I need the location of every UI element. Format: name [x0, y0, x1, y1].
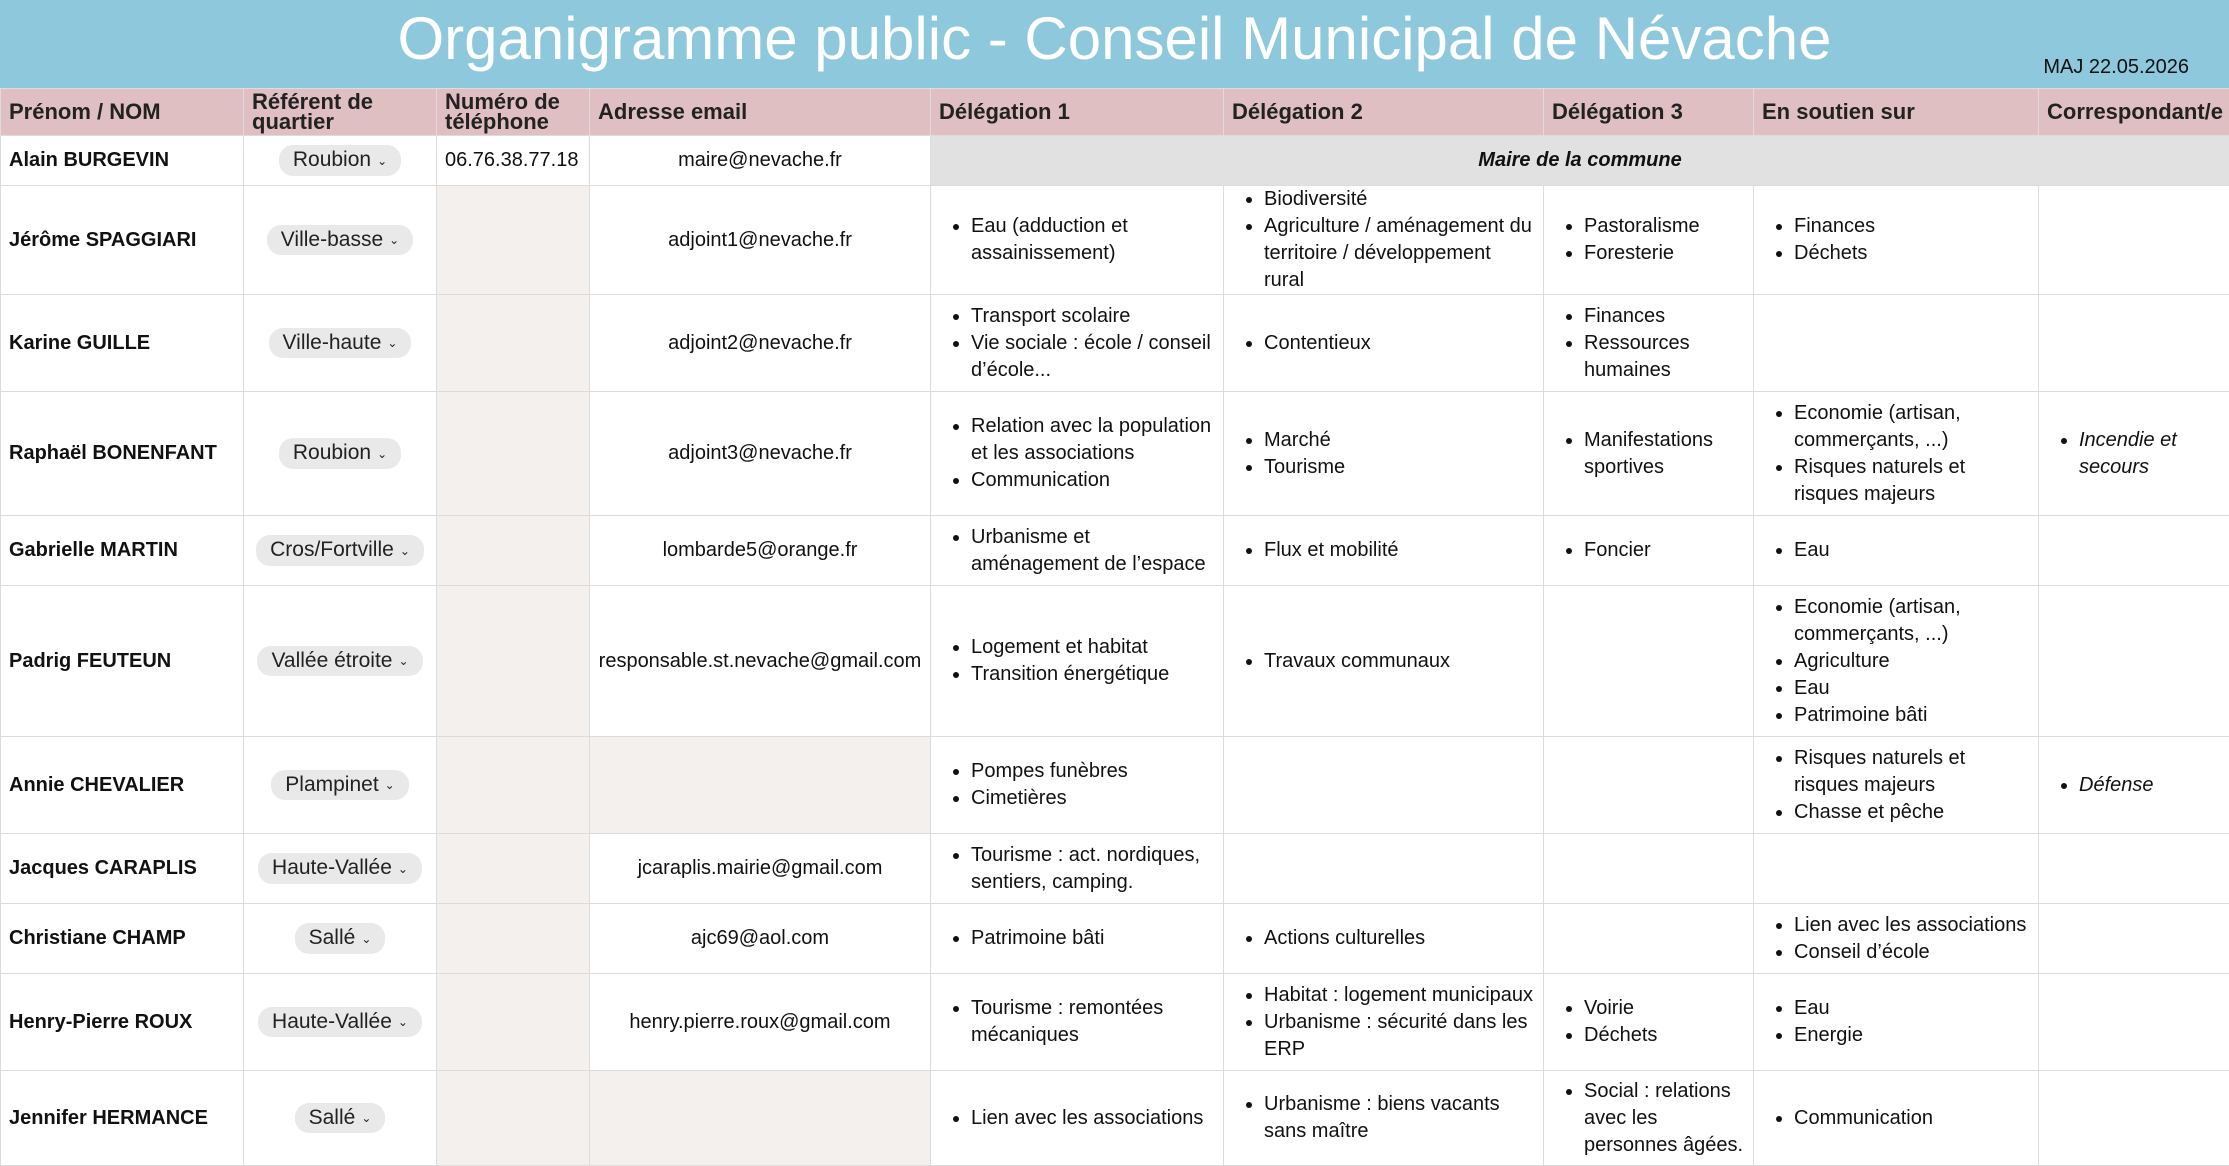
delegation-2-cell-list [1232, 186, 1535, 294]
chevron-down-icon: ⌄ [387, 336, 397, 350]
list-item: • Logement et habitat [971, 634, 1215, 661]
col-header-phone: Numéro de téléphone [437, 89, 590, 136]
referent-cell [244, 392, 437, 516]
quartier-dropdown[interactable] [295, 1103, 386, 1133]
list-item: • Biodiversité [1264, 186, 1535, 213]
list-item: • Risques naturels et risques majeurs [1794, 745, 2030, 799]
support-cell-list [1762, 213, 2030, 267]
phone-cell [437, 974, 590, 1071]
table-row [1, 295, 2229, 392]
delegation-3-cell [1544, 186, 1754, 295]
quartier-dropdown[interactable] [295, 923, 386, 953]
quartier-dropdown[interactable] [269, 328, 412, 358]
delegation-2-cell-list [1232, 537, 1535, 564]
delegation-1-cell-list [939, 413, 1215, 494]
delegation-2-cell [1224, 737, 1544, 834]
delegation-3-cell [1544, 974, 1754, 1071]
list-item: • Voirie [1584, 995, 1745, 1022]
list-item: • Défense [2079, 772, 2221, 799]
list-item: • Eau [1794, 537, 2030, 564]
delegation-1-cell [931, 737, 1224, 834]
col-header-name: Prénom / NOM [1, 89, 244, 136]
council-table [0, 88, 2229, 1166]
email-cell [590, 737, 931, 834]
phone-cell [437, 737, 590, 834]
support-cell [1754, 974, 2039, 1071]
quartier-label: Cros/Fortville [270, 538, 394, 561]
list-item: • Urbanisme : biens vacants sans maître [1264, 1091, 1535, 1145]
referent-cell [244, 586, 437, 737]
delegation-1-cell [931, 516, 1224, 586]
correspondent-cell [2039, 586, 2229, 737]
referent-cell [244, 295, 437, 392]
delegation-3-cell-list [1552, 427, 1745, 481]
delegation-2-cell [1224, 904, 1544, 974]
list-item: • Economie (artisan, commerçants, ...) [1794, 594, 2030, 648]
delegation-3-cell [1544, 392, 1754, 516]
list-item: • Incendie et secours [2079, 427, 2221, 481]
list-item: • Agriculture / aménagement du territoire / développement rural [1264, 213, 1535, 294]
chevron-down-icon: ⌄ [377, 154, 387, 168]
delegation-1-cell [931, 295, 1224, 392]
member-name: Padrig FEUTEUN [1, 586, 244, 737]
correspondent-cell [2039, 516, 2229, 586]
member-name: Karine GUILLE [1, 295, 244, 392]
referent-cell [244, 904, 437, 974]
list-item: • Economie (artisan, commerçants, ...) [1794, 400, 2030, 454]
member-name: Alain BURGEVIN [1, 136, 244, 186]
list-item: • Tourisme [1264, 454, 1535, 481]
correspondent-cell [2039, 1071, 2229, 1166]
referent-cell [244, 737, 437, 834]
list-item: • Lien avec les associations [971, 1105, 1215, 1132]
col-header-delegation-1: Délégation 1 [931, 89, 1224, 136]
list-item: • Lien avec les associations [1794, 912, 2030, 939]
quartier-label: Roubion [293, 441, 371, 464]
phone-cell [437, 295, 590, 392]
quartier-label: Vallée étroite [271, 649, 392, 672]
chevron-down-icon: ⌄ [400, 544, 410, 558]
col-header-referent: Référent de quartier [244, 89, 437, 136]
update-date: MAJ 22.05.2026 [2043, 56, 2189, 79]
delegation-2-cell-list [1232, 427, 1535, 481]
referent-cell [244, 186, 437, 295]
quartier-label: Plampinet [285, 773, 378, 796]
quartier-dropdown[interactable] [258, 1007, 422, 1037]
delegation-1-cell [931, 186, 1224, 295]
delegation-2-cell [1224, 834, 1544, 904]
delegation-2-cell-list [1232, 648, 1535, 675]
list-item: • Finances [1794, 213, 2030, 240]
delegation-1-cell-list [939, 524, 1215, 578]
support-cell [1754, 516, 2039, 586]
list-item: • Finances [1584, 303, 1745, 330]
delegation-3-cell [1544, 737, 1754, 834]
list-item: • Urbanisme : sécurité dans les ERP [1264, 1009, 1535, 1063]
email-cell: ajc69@aol.com [590, 904, 931, 974]
delegation-2-cell-list [1232, 1091, 1535, 1145]
support-cell-list [1762, 1105, 2030, 1132]
list-item: • Relation avec la population et les associations [971, 413, 1215, 467]
quartier-dropdown[interactable] [257, 646, 422, 676]
list-item: • Communication [971, 467, 1215, 494]
phone-cell [437, 834, 590, 904]
chevron-down-icon: ⌄ [361, 932, 371, 946]
list-item: • Contentieux [1264, 330, 1535, 357]
delegation-1-cell-list [939, 995, 1215, 1049]
col-header-delegation-3: Délégation 3 [1544, 89, 1754, 136]
col-header-support: En soutien sur [1754, 89, 2039, 136]
quartier-label: Sallé [309, 1106, 356, 1129]
list-item: • Transition énergétique [971, 661, 1215, 688]
referent-cell [244, 136, 437, 186]
list-item: • Eau [1794, 675, 2030, 702]
delegation-1-cell [931, 1071, 1224, 1166]
list-item: • Déchets [1794, 240, 2030, 267]
delegation-3-cell [1544, 516, 1754, 586]
phone-cell [437, 586, 590, 737]
delegation-1-cell-list [939, 758, 1215, 812]
correspondent-cell [2039, 295, 2229, 392]
list-item: • Pastoralisme [1584, 213, 1745, 240]
list-item: • Manifestations sportives [1584, 427, 1745, 481]
list-item: • Transport scolaire [971, 303, 1215, 330]
chevron-down-icon: ⌄ [361, 1111, 371, 1125]
delegation-3-cell-list [1552, 1078, 1745, 1159]
delegation-2-cell-list [1232, 982, 1535, 1063]
email-cell: adjoint2@nevache.fr [590, 295, 931, 392]
table-row [1, 516, 2229, 586]
phone-cell [437, 392, 590, 516]
list-item: • Foresterie [1584, 240, 1745, 267]
delegation-3-cell-list [1552, 303, 1745, 384]
delegation-2-cell-list [1232, 925, 1535, 952]
member-name: Jennifer HERMANCE [1, 1071, 244, 1166]
delegation-2-cell [1224, 974, 1544, 1071]
list-item: • Eau [1794, 995, 2030, 1022]
list-item: • Risques naturels et risques majeurs [1794, 454, 2030, 508]
member-name: Annie CHEVALIER [1, 737, 244, 834]
table-row [1, 974, 2229, 1071]
header-banner [0, 0, 2229, 88]
correspondent-cell [2039, 186, 2229, 295]
list-item: • Pompes funèbres [971, 758, 1215, 785]
list-item: • Conseil d’école [1794, 939, 2030, 966]
list-item: • Habitat : logement municipaux [1264, 982, 1535, 1009]
list-item: • Tourisme : act. nordiques, sentiers, camping. [971, 842, 1215, 896]
quartier-label: Ville-haute [283, 331, 382, 354]
member-name: Christiane CHAMP [1, 904, 244, 974]
delegation-2-cell [1224, 186, 1544, 295]
referent-cell [244, 1071, 437, 1166]
list-item: • Marché [1264, 427, 1535, 454]
quartier-dropdown[interactable] [267, 225, 413, 255]
delegation-3-cell [1544, 904, 1754, 974]
correspondent-cell [2039, 974, 2229, 1071]
delegation-1-cell-list [939, 213, 1215, 267]
quartier-dropdown[interactable] [271, 770, 408, 800]
delegation-3-cell [1544, 586, 1754, 737]
phone-cell [437, 516, 590, 586]
list-item: • Ressources humaines [1584, 330, 1745, 384]
correspondent-cell-list [2047, 772, 2221, 799]
member-name: Jacques CARAPLIS [1, 834, 244, 904]
col-header-email: Adresse email [590, 89, 931, 136]
member-name: Henry-Pierre ROUX [1, 974, 244, 1071]
table-row [1, 186, 2229, 295]
delegation-3-cell-list [1552, 995, 1745, 1049]
correspondent-cell [2039, 904, 2229, 974]
delegation-1-cell [931, 834, 1224, 904]
support-cell [1754, 186, 2039, 295]
list-item: • Social : relations avec les personnes âgées. [1584, 1078, 1745, 1159]
quartier-dropdown[interactable] [279, 145, 401, 175]
support-cell-list [1762, 745, 2030, 826]
referent-cell [244, 516, 437, 586]
support-cell-list [1762, 995, 2030, 1049]
delegation-1-cell [931, 586, 1224, 737]
delegation-1-cell [931, 974, 1224, 1071]
member-name: Gabrielle MARTIN [1, 516, 244, 586]
quartier-label: Roubion [293, 148, 371, 171]
col-header-delegation-2: Délégation 2 [1224, 89, 1544, 136]
email-cell: jcaraplis.mairie@gmail.com [590, 834, 931, 904]
quartier-label: Haute-Vallée [272, 1010, 392, 1033]
delegation-2-cell-list [1232, 330, 1535, 357]
delegation-3-cell [1544, 1071, 1754, 1166]
phone-cell [437, 904, 590, 974]
delegation-1-cell-list [939, 925, 1215, 952]
table-row [1, 586, 2229, 737]
support-cell-list [1762, 912, 2030, 966]
referent-cell [244, 834, 437, 904]
member-name: Raphaël BONENFANT [1, 392, 244, 516]
quartier-dropdown[interactable] [258, 853, 422, 883]
member-name: Jérôme SPAGGIARI [1, 186, 244, 295]
phone-cell [437, 1071, 590, 1166]
support-cell-list [1762, 594, 2030, 729]
delegation-2-cell [1224, 1071, 1544, 1166]
correspondent-cell-list [2047, 427, 2221, 481]
quartier-dropdown[interactable] [256, 535, 424, 565]
email-cell: adjoint3@nevache.fr [590, 392, 931, 516]
delegation-1-cell-list [939, 634, 1215, 688]
header-row [1, 89, 2229, 136]
support-cell [1754, 737, 2039, 834]
table-row [1, 392, 2229, 516]
chevron-down-icon: ⌄ [385, 778, 395, 792]
email-cell: responsable.st.nevache@gmail.com [590, 586, 931, 737]
email-cell: adjoint1@nevache.fr [590, 186, 931, 295]
support-cell-list [1762, 537, 2030, 564]
phone-cell [437, 186, 590, 295]
support-cell [1754, 295, 2039, 392]
quartier-label: Sallé [309, 926, 356, 949]
table-row [1, 737, 2229, 834]
list-item: • Tourisme : remontées mécaniques [971, 995, 1215, 1049]
phone-cell: 06.76.38.77.18 [437, 136, 590, 186]
list-item: • Chasse et pêche [1794, 799, 2030, 826]
quartier-dropdown[interactable] [279, 438, 401, 468]
chevron-down-icon: ⌄ [398, 862, 408, 876]
delegation-1-cell [931, 904, 1224, 974]
list-item: • Déchets [1584, 1022, 1745, 1049]
delegation-2-cell [1224, 295, 1544, 392]
support-cell [1754, 904, 2039, 974]
support-cell [1754, 586, 2039, 737]
list-item: • Flux et mobilité [1264, 537, 1535, 564]
correspondent-cell [2039, 834, 2229, 904]
list-item: • Eau (adduction et assainissement) [971, 213, 1215, 267]
referent-cell [244, 974, 437, 1071]
list-item: • Energie [1794, 1022, 2030, 1049]
list-item: • Cimetières [971, 785, 1215, 812]
col-header-correspondent: Correspondant/e [2039, 89, 2229, 136]
support-cell [1754, 392, 2039, 516]
table-row [1, 1071, 2229, 1166]
delegation-1-cell-list [939, 303, 1215, 384]
delegation-2-cell [1224, 392, 1544, 516]
chevron-down-icon: ⌄ [377, 447, 387, 461]
list-item: • Communication [1794, 1105, 2030, 1132]
table-row [1, 834, 2229, 904]
delegation-1-cell [931, 392, 1224, 516]
chevron-down-icon: ⌄ [389, 233, 399, 247]
delegation-1-cell-list [939, 1105, 1215, 1132]
list-item: • Travaux communaux [1264, 648, 1535, 675]
email-cell [590, 1071, 931, 1166]
chevron-down-icon: ⌄ [398, 654, 408, 668]
mayor-note: Maire de la commune [931, 136, 2229, 186]
email-cell: henry.pierre.roux@gmail.com [590, 974, 931, 1071]
support-cell [1754, 1071, 2039, 1166]
correspondent-cell [2039, 392, 2229, 516]
quartier-label: Ville-basse [281, 228, 383, 251]
list-item: • Agriculture [1794, 648, 2030, 675]
list-item: • Foncier [1584, 537, 1745, 564]
support-cell [1754, 834, 2039, 904]
list-item: • Urbanisme et aménagement de l’espace [971, 524, 1215, 578]
list-item: • Patrimoine bâti [1794, 702, 2030, 729]
delegation-3-cell [1544, 295, 1754, 392]
list-item: • Actions culturelles [1264, 925, 1535, 952]
delegation-2-cell [1224, 586, 1544, 737]
page-title: Organigramme public - Conseil Municipal de Névache [0, 0, 2229, 78]
delegation-3-cell [1544, 834, 1754, 904]
email-cell: lombarde5@orange.fr [590, 516, 931, 586]
email-cell: maire@nevache.fr [590, 136, 931, 186]
delegation-1-cell-list [939, 842, 1215, 896]
delegation-2-cell [1224, 516, 1544, 586]
delegation-3-cell-list [1552, 213, 1745, 267]
chevron-down-icon: ⌄ [398, 1015, 408, 1029]
support-cell-list [1762, 400, 2030, 508]
table-row [1, 904, 2229, 974]
correspondent-cell [2039, 737, 2229, 834]
table-row [1, 136, 2229, 186]
quartier-label: Haute-Vallée [272, 856, 392, 879]
list-item: • Vie sociale : école / conseil d’école... [971, 330, 1215, 384]
delegation-3-cell-list [1552, 537, 1745, 564]
list-item: • Patrimoine bâti [971, 925, 1215, 952]
